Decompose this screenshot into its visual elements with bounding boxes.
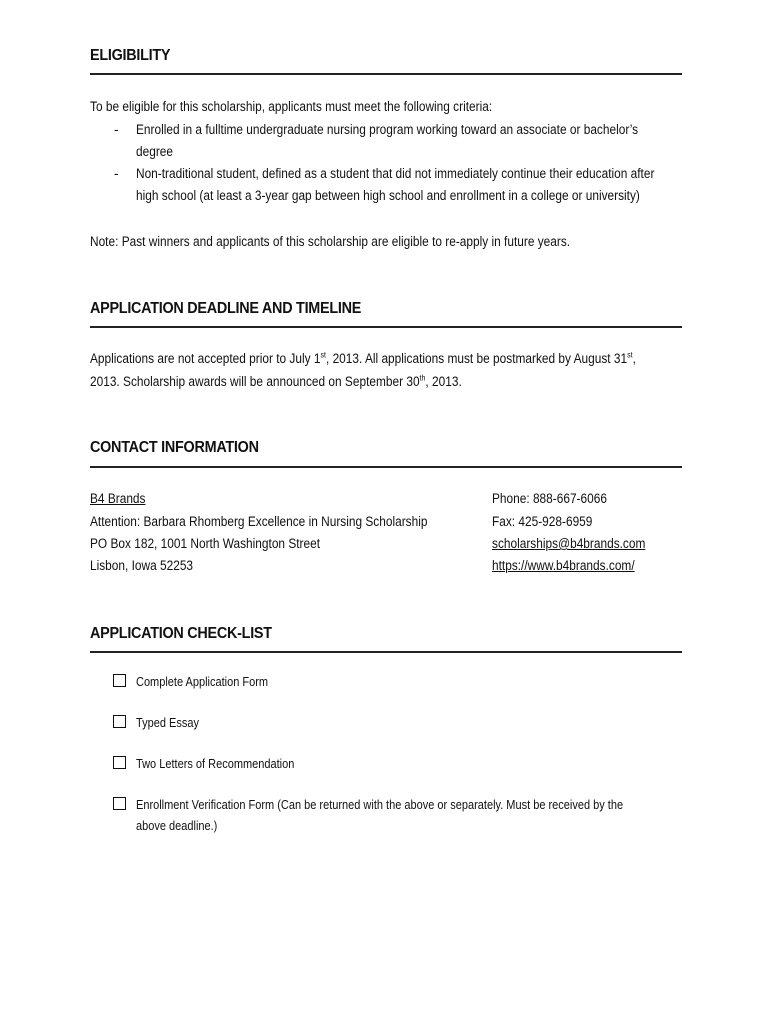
eligibility-note: Note: Past winners and applicants of this scholarship are eligible to re-apply in future years. (90, 234, 571, 249)
deadline-text-a: Applications are not accepted prior to July 1 (90, 351, 321, 366)
contact-email-link[interactable]: scholarships@b4brands.com (492, 536, 646, 551)
contact-address-line1: PO Box 182, 1001 North Washington Street (90, 536, 321, 551)
contact-website-link[interactable]: https://www.b4brands.com/ (492, 558, 635, 573)
checklist-item-label: Two Letters of Recommendation (136, 757, 295, 771)
eligibility-rule (90, 73, 682, 75)
checklist-rule (90, 651, 682, 653)
contact-heading: CONTACT INFORMATION (90, 439, 259, 456)
eligibility-intro: To be eligible for this scholarship, applicants must meet the following criteria: (90, 99, 493, 114)
contact-rule (90, 466, 682, 468)
contact-fax: Fax: 425-928-6959 (492, 514, 593, 529)
deadline-rule (90, 326, 682, 328)
checkbox[interactable] (113, 715, 126, 728)
contact-organization: B4 Brands (90, 491, 146, 506)
eligibility-criterion-1-line2: degree (136, 144, 174, 159)
checklist-heading: APPLICATION CHECK-LIST (90, 625, 272, 642)
checklist-item-label: Complete Application Form (136, 675, 269, 689)
deadline-sup-1: st (320, 350, 326, 360)
deadline-text-b: , 2013. All applications must be postmarked by August 31 (325, 351, 628, 366)
deadline-text-e: , 2013. (425, 374, 462, 389)
checklist-item-label: Enrollment Verification Form (Can be returned with the above or separately. Must be received by the (136, 798, 624, 812)
checkbox[interactable] (113, 797, 126, 810)
contact-address-line2: Lisbon, Iowa 52253 (90, 558, 194, 573)
deadline-heading: APPLICATION DEADLINE AND TIMELINE (90, 300, 362, 317)
deadline-text-d: 2013. Scholarship awards will be announced on September 30 (90, 374, 420, 389)
deadline-text-c: , (632, 351, 636, 366)
contact-phone: Phone: 888-667-6066 (492, 491, 607, 506)
deadline-sup-3: th (419, 373, 426, 383)
eligibility-heading: ELIGIBILITY (90, 47, 171, 64)
deadline-paragraph-line1 (90, 348, 636, 370)
checkbox[interactable] (113, 674, 126, 687)
checklist-item-label-continued: above deadline.) (136, 819, 218, 833)
eligibility-criterion-2-line2: high school (at least a 3-year gap between high school and enrollment in a college or university) (136, 188, 640, 203)
deadline-paragraph-line2 (90, 371, 462, 393)
deadline-sup-2: st (627, 350, 633, 360)
checkbox[interactable] (113, 756, 126, 769)
eligibility-criterion-2-line1: Non-traditional student, defined as a student that did not immediately continue their education after (136, 166, 655, 181)
bullet-dash-2: - (114, 166, 119, 181)
bullet-dash-1: - (114, 122, 119, 137)
contact-attention: Attention: Barbara Rhomberg Excellence in Nursing Scholarship (90, 514, 428, 529)
checklist-item-label: Typed Essay (136, 716, 199, 730)
eligibility-criterion-1-line1: Enrolled in a fulltime undergraduate nursing program working toward an associate or bachelor’s (136, 122, 639, 137)
